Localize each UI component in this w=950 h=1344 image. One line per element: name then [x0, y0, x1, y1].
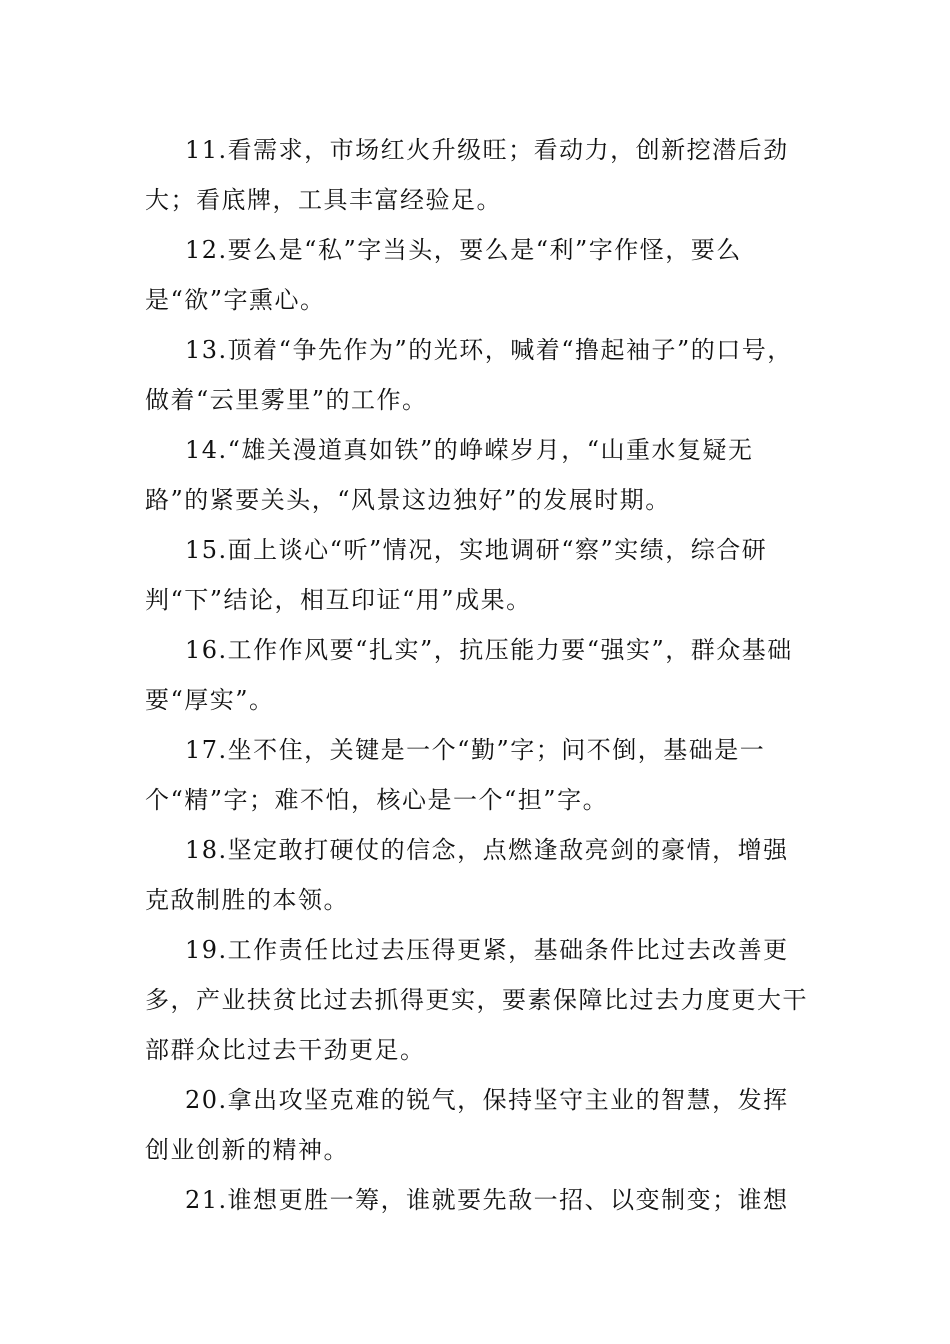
- paragraph-17: [145, 725, 810, 825]
- paragraph-number: 12.: [185, 236, 228, 264]
- paragraph-number: 18.: [185, 836, 228, 864]
- paragraph-number: 19.: [185, 936, 228, 964]
- paragraph-text: 工作责任比过去压得更紧，基础条件比过去改善更多，产业扶贫比过去抓得更实，要素保障比过去力度更大干部群众比过去干劲更足。: [145, 936, 808, 1064]
- paragraph-number: 17.: [185, 736, 228, 764]
- paragraph-text: 拿出攻坚克难的锐气，保持坚守主业的智慧，发挥创业创新的精神。: [145, 1086, 789, 1164]
- paragraph-number: 15.: [185, 536, 228, 564]
- paragraph-text: 面上谈心“听”情况，实地调研“察”实绩，综合研判“下”结论，相互印证“用”成果。: [145, 536, 768, 614]
- paragraph-number: 20.: [185, 1086, 228, 1114]
- paragraph-text: 要么是“私”字当头，要么是“利”字作怪，要么是“欲”字熏心。: [145, 236, 742, 314]
- paragraph-15: [145, 525, 810, 625]
- document-body: [145, 125, 810, 1225]
- paragraph-19: [145, 925, 810, 1075]
- paragraph-number: 13.: [185, 336, 228, 364]
- paragraph-text: 工作作风要“扎实”，抗压能力要“强实”，群众基础要“厚实”。: [145, 636, 793, 714]
- paragraph-number: 16.: [185, 636, 228, 664]
- paragraph-text: 顶着“争先作为”的光环，喊着“撸起袖子”的口号，做着“云里雾里”的工作。: [145, 336, 793, 414]
- paragraph-number: 14.: [185, 436, 228, 464]
- paragraph-12: [145, 225, 810, 325]
- paragraph-text: 坚定敢打硬仗的信念，点燃逢敌亮剑的豪情，增强克敌制胜的本领。: [145, 836, 789, 914]
- paragraph-text: 谁想更胜一筹，谁就要先敌一招、以变制变；谁想: [227, 1186, 789, 1214]
- paragraph-21: [145, 1175, 810, 1225]
- paragraph-18: [145, 825, 810, 925]
- paragraph-text: “雄关漫道真如铁”的峥嵘岁月，“山重水复疑无路”的紧要关头，“风景这边独好”的发展时期。: [145, 436, 754, 514]
- paragraph-text: 坐不住，关键是一个“勤”字；问不倒，基础是一个“精”字；难不怕，核心是一个“担”字。: [145, 736, 766, 814]
- paragraph-16: [145, 625, 810, 725]
- paragraph-number: 11.: [185, 136, 228, 164]
- paragraph-20: [145, 1075, 810, 1175]
- paragraph-number: 21.: [185, 1186, 228, 1214]
- paragraph-11: [145, 125, 810, 225]
- paragraph-text: 看需求，市场红火升级旺；看动力，创新挖潜后劲大；看底牌，工具丰富经验足。: [145, 136, 789, 214]
- paragraph-13: [145, 325, 810, 425]
- paragraph-14: [145, 425, 810, 525]
